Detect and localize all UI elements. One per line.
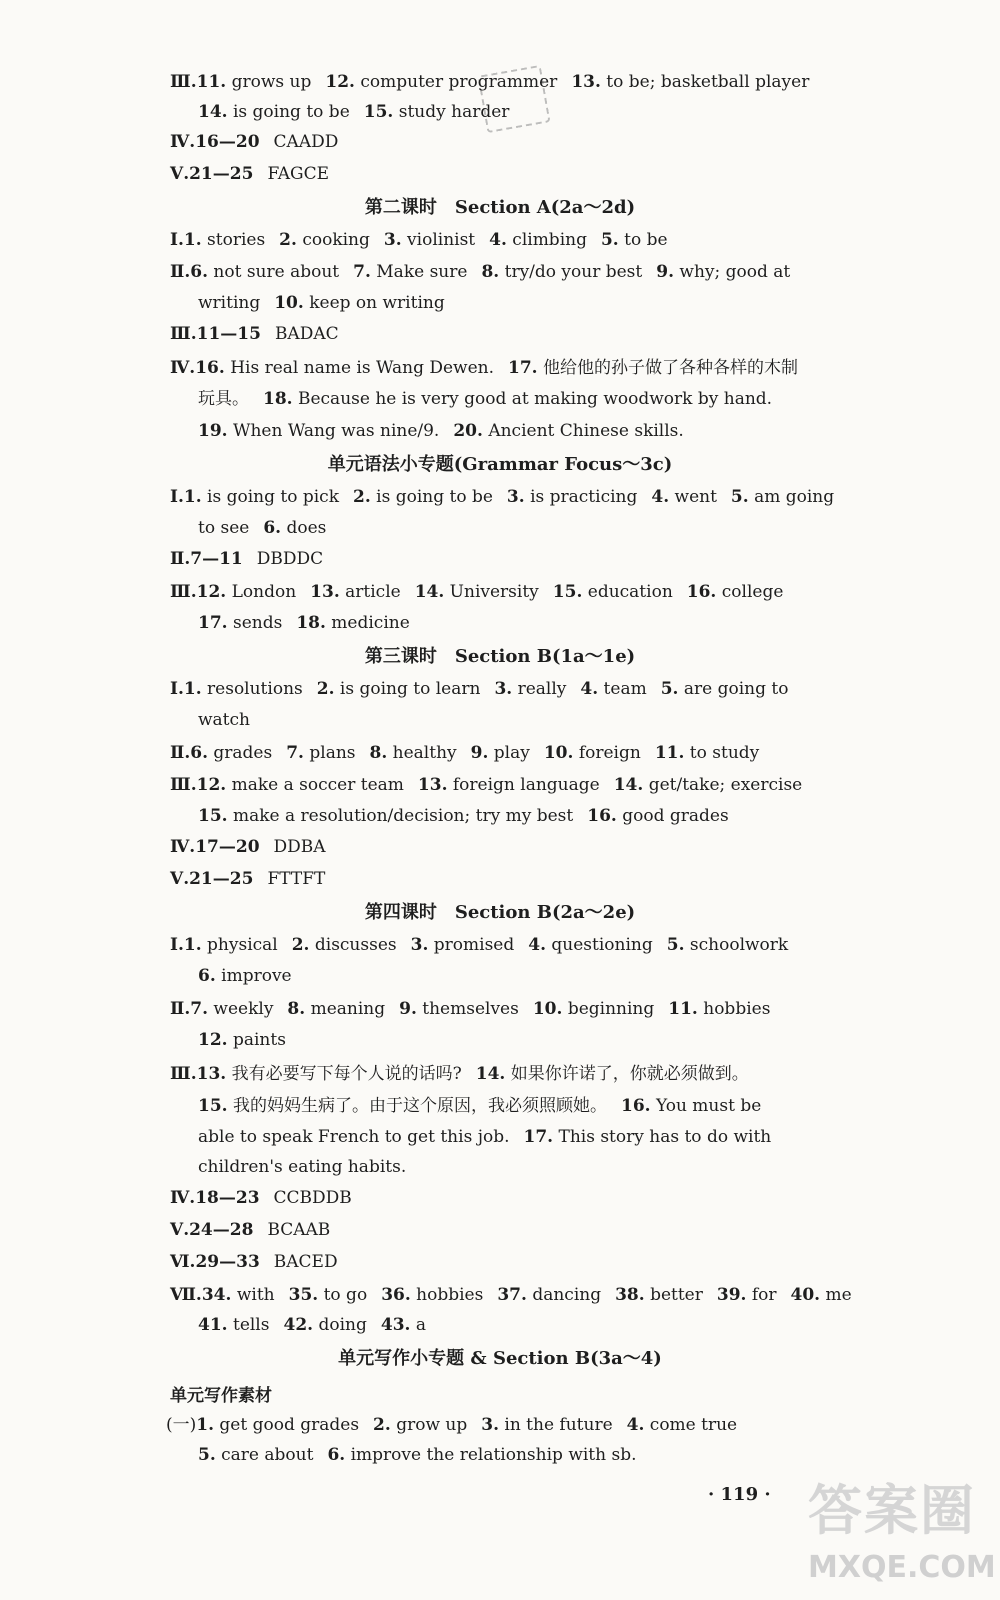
item-number: Ⅲ.11. [170,72,227,92]
item-number: 4. [580,679,599,699]
answer-text: 玩具。 [198,389,249,409]
item-number: 18. [263,389,293,409]
answer-text: physical [201,935,278,955]
answer-text: grow up [390,1415,468,1435]
answer-text: article [339,582,401,602]
answer-text: writing [198,293,261,313]
item-number: 16. [620,1096,651,1116]
item-number: 14. [613,775,644,795]
item-number: 3. [481,1415,499,1435]
answer-text: get/take; exercise [643,775,803,795]
item-number: 11. [654,743,685,763]
item-number: 7. [353,262,371,282]
answer-text: is going to learn [334,679,481,699]
answer-text: (一) [166,1415,197,1435]
item-number: 3. [494,679,513,699]
answer-line [198,1443,637,1467]
answer-text: to go [318,1285,368,1305]
item-number: Ⅵ.29—33 [170,1252,260,1272]
answer-text: a [410,1315,426,1335]
item-number: 42. [283,1315,314,1335]
item-number: Ⅰ.1. [170,487,202,507]
answer-text: discusses [309,935,397,955]
answer-text: grades [208,743,273,763]
item-number: 17. [508,358,538,378]
answer-line [170,547,323,571]
item-number: Ⅴ.24—28 [170,1220,254,1240]
answer-text: is going to be [370,487,493,507]
answer-line [170,1186,352,1210]
item-number: 3. [410,935,429,955]
answer-text: improve [215,966,292,986]
answer-text: Ancient Chinese skills. [482,421,684,441]
answer-text: play [488,743,530,763]
item-number: Ⅳ.16. [170,358,225,378]
answer-text: computer programmer [354,72,558,92]
answer-text: improve the relationship with sb. [345,1445,637,1465]
answer-text: good grades [616,806,729,826]
answer-text: plans [303,743,356,763]
item-number: Ⅲ.13. [170,1064,227,1084]
answer-line [198,964,292,988]
answer-line [198,1155,406,1179]
item-number: 4. [489,230,507,250]
answer-text: for [746,1285,777,1305]
item-number: 13. [310,582,340,602]
section-title: 第三课时 Section B(1a～1e) [364,646,636,667]
answer-line [170,228,668,252]
item-number: 38. [615,1285,645,1305]
item-number: 16. [686,582,717,602]
answer-text: is going to pick [201,487,339,507]
answer-text: meaning [305,999,386,1019]
answer-text: University [444,582,539,602]
answer-line [170,835,326,859]
item-number: 9. [656,262,674,282]
item-number: Ⅳ.17—20 [170,837,260,857]
answer-text: paints [227,1030,286,1050]
answer-text: try/do your best [499,262,643,282]
item-number: 13. [417,775,448,795]
answer-text: study harder [393,102,510,122]
answer-text: schoolwork [684,935,789,955]
answer-line [170,322,339,346]
answer-text: really [512,679,567,699]
answer-text: to study [684,743,760,763]
answer-text: hobbies [697,999,771,1019]
answer-text: college [716,582,784,602]
item-number: 43. [380,1315,411,1335]
answer-text: themselves [416,999,519,1019]
item-number: Ⅲ.12. [170,775,227,795]
answer-text: grows up [226,72,312,92]
answer-text: When Wang was nine/9. [227,421,440,441]
item-number: 14. [198,102,228,122]
answer-text: violinist [401,230,476,250]
answer-text: able to speak French to get this job. [198,1127,510,1147]
item-number: 2. [291,935,310,955]
item-number: 15. [363,102,394,122]
answer-text: foreign language [447,775,600,795]
answer-line [170,356,798,380]
answer-line [170,773,802,797]
item-number: Ⅰ.1. [170,935,202,955]
answer-text: get good grades [214,1415,360,1435]
answer-line [170,741,759,765]
answer-text: hobbies [410,1285,484,1305]
item-number: 5. [198,1445,216,1465]
answer-text: Because he is very good at making woodwork by hand. [292,389,773,409]
answer-line [170,1218,330,1242]
item-number: Ⅰ.1. [170,230,202,250]
answer-text: 我有必要写下每个人说的话吗? [226,1064,462,1084]
answer-text: beginning [562,999,655,1019]
item-number: 9. [470,743,489,763]
item-number: Ⅶ.34. [170,1285,232,1305]
answer-line [198,611,410,635]
item-number: 2. [373,1415,391,1435]
answer-text: resolutions [201,679,303,699]
answer-text: not sure about [208,262,340,282]
item-number: 36. [381,1285,411,1305]
item-number: 9. [399,999,417,1019]
answer-text: better [644,1285,703,1305]
answer-line [170,997,770,1021]
answer-line [198,419,684,443]
item-number: 4. [528,935,546,955]
item-number: 11. [668,999,698,1019]
section-title: 第二课时 Section A(2a～2d) [364,197,636,218]
item-number: Ⅱ.7—11 [170,549,243,569]
answer-text: His real name is Wang Dewen. [224,358,495,378]
item-number: 20. [453,421,483,441]
answer-line [170,162,329,186]
answer-text: healthy [387,743,457,763]
item-number: 8. [287,999,306,1019]
answer-line [198,1313,426,1337]
item-number: 4. [651,487,670,507]
answer-text: DDBA [273,837,326,857]
item-number: 17. [523,1127,554,1147]
answer-text: 如果你许诺了，你就必须做到。 [505,1064,749,1084]
answer-text: education [582,582,673,602]
answer-text: 他给他的孙子做了各种各样的木制 [537,358,798,378]
item-number: 14. [475,1064,506,1084]
answer-text: to be; basketball player [600,72,810,92]
answer-text: FAGCE [267,164,330,184]
item-number: 1. [196,1415,215,1435]
answer-text: promised [428,935,515,955]
answer-text: went [669,487,717,507]
item-number: 10. [532,999,563,1019]
item-number: 5. [666,935,685,955]
item-number: 2. [316,679,335,699]
answer-text: Make sure [370,262,468,282]
answer-text: tells [227,1315,270,1335]
answer-line [170,130,338,154]
item-number: Ⅱ.6. [170,262,208,282]
answer-line [198,1094,761,1118]
item-number: Ⅲ.11—15 [170,324,261,344]
answer-text: are going to [678,679,789,699]
answer-line [170,1283,852,1307]
section-title: 单元语法小专题(Grammar Focus～3c) [327,454,673,475]
answer-line [198,387,772,411]
answer-text: This story has to do with [553,1127,772,1147]
answer-text: sends [227,613,283,633]
subheading: 单元写作素材 [170,1386,272,1406]
item-number: 37. [497,1285,527,1305]
answer-line [198,708,250,732]
answer-text: doing [313,1315,367,1335]
answer-text: does [281,518,327,538]
answer-line [170,867,325,891]
item-number: 15. [552,582,583,602]
answer-line [170,677,788,701]
answer-text: DBDDC [256,549,324,569]
answer-text: CCBDDB [273,1188,352,1208]
answer-text: dancing [526,1285,602,1305]
answer-text: make a resolution/decision; try my best [227,806,574,826]
page-number: · 119 · [708,1484,771,1505]
answer-line [198,100,509,124]
answer-text: team [598,679,647,699]
item-number: 6. [263,518,282,538]
item-number: 2. [279,230,297,250]
answer-line [198,291,445,315]
item-number: 12. [325,72,355,92]
answer-text: BACED [273,1252,338,1272]
answer-line [170,580,783,604]
item-number: Ⅲ.12. [170,582,227,602]
item-number: 5. [600,230,619,250]
answer-text: with [231,1285,275,1305]
answer-text: care about [215,1445,314,1465]
answer-text: cooking [296,230,370,250]
answer-text: CAADD [273,132,339,152]
item-number: Ⅴ.21—25 [170,869,254,889]
answer-text: come true [644,1415,738,1435]
item-number: 13. [571,72,601,92]
watermark-logo: 答案圈 [808,1479,976,1542]
answer-text: climbing [506,230,587,250]
answer-line [166,1413,737,1437]
answer-text: keep on writing [303,293,445,313]
section-title: 第四课时 Section B(2a～2e) [364,902,636,923]
item-number: 8. [481,262,500,282]
item-number: 18. [296,613,326,633]
item-number: 15. [198,1096,228,1116]
item-number: 10. [274,293,304,313]
answer-text: me [820,1285,852,1305]
answer-line [198,804,729,828]
item-number: 5. [660,679,679,699]
item-number: 17. [198,613,228,633]
item-number: 4. [626,1415,645,1435]
item-number: 16. [587,806,617,826]
item-number: 6. [198,966,216,986]
item-number: Ⅱ.7. [170,999,208,1019]
item-number: 41. [198,1315,228,1335]
answer-text: stories [201,230,266,250]
answer-line [170,260,790,284]
answer-text: am going [748,487,835,507]
item-number: 7. [286,743,304,763]
answer-line [170,485,834,509]
answer-text: BADAC [274,324,339,344]
item-number: 40. [790,1285,821,1305]
item-number: 3. [383,230,402,250]
answer-text: BCAAB [267,1220,331,1240]
item-number: Ⅳ.16—20 [170,132,260,152]
answer-text: foreign [573,743,641,763]
answer-line [170,70,809,94]
item-number: 8. [369,743,388,763]
answer-text: 我的妈妈生病了。由于这个原因，我必须照顾她。 [227,1096,607,1116]
item-number: 2. [353,487,371,507]
answer-text: You must be [650,1096,762,1116]
item-number: Ⅰ.1. [170,679,202,699]
item-number: 6. [327,1445,346,1465]
answer-text: questioning [546,935,653,955]
answer-line [170,1250,338,1274]
item-number: 10. [543,743,574,763]
answer-line [198,516,326,540]
item-number: Ⅳ.18—23 [170,1188,260,1208]
section-title: 单元写作小专题 & Section B(3a～4) [338,1348,662,1369]
answer-text: to see [198,518,250,538]
answer-text: why; good at [673,262,791,282]
answer-text: weekly [208,999,274,1019]
answer-text: FTTFT [267,869,326,889]
item-number: 3. [506,487,525,507]
answer-text: London [226,582,297,602]
answer-line [198,1028,286,1052]
watermark-url: MXQE.COM [808,1550,996,1585]
item-number: 39. [716,1285,747,1305]
item-number: 19. [198,421,228,441]
item-number: Ⅴ.21—25 [170,164,254,184]
answer-line [170,933,788,957]
answer-text: watch [198,710,250,730]
answer-text: to be [618,230,668,250]
item-number: 35. [288,1285,319,1305]
answer-text: make a soccer team [226,775,404,795]
answer-text: is going to be [227,102,350,122]
answer-text: in the future [498,1415,613,1435]
answer-text: medicine [325,613,410,633]
item-number: Ⅱ.6. [170,743,208,763]
item-number: 15. [198,806,228,826]
item-number: 14. [414,582,445,602]
answer-line [198,1125,771,1149]
answer-text: is practicing [524,487,638,507]
item-number: 5. [730,487,749,507]
answer-text: children's eating habits. [198,1157,407,1177]
item-number: 12. [198,1030,228,1050]
answer-line [170,1062,749,1086]
